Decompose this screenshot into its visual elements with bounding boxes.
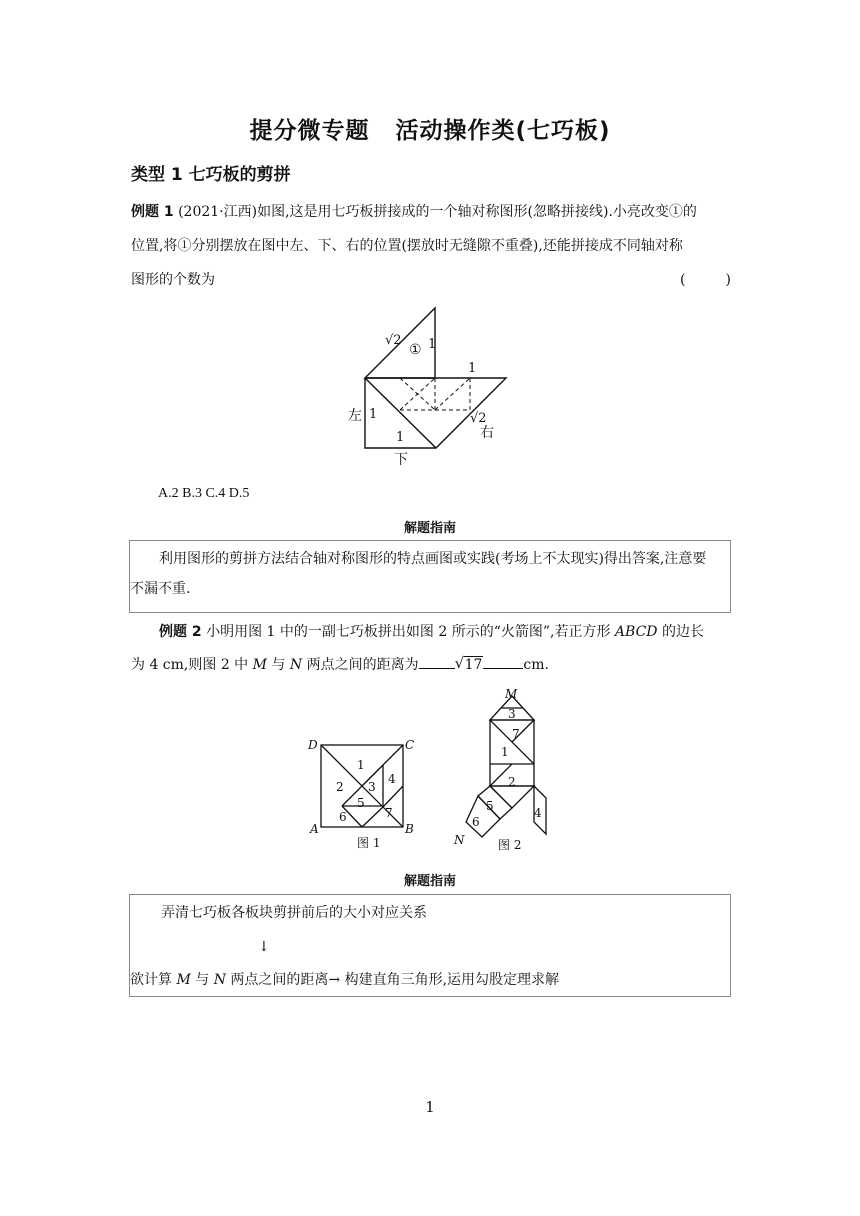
fig1-piece-1: 1	[357, 758, 365, 772]
example2-line2-b: 两点之间的距离为	[302, 657, 419, 673]
example2-line1-b: 的边长	[657, 624, 704, 640]
fig1-piece-4: 4	[388, 772, 396, 786]
example1-line2: 位置,将①分别摆放在图中左、下、右的位置(摆放时无缝隙不重叠),还能拼接成不同轴对称	[131, 238, 683, 254]
fig1-piece-6: 6	[339, 810, 347, 824]
fig2-piece-5: 5	[486, 799, 494, 813]
guide1-title: 解题指南	[403, 521, 456, 536]
fig1-piece-7: 7	[385, 806, 393, 820]
answer-unit: cm.	[523, 657, 549, 673]
answer-sqrt: √ 17	[454, 654, 483, 673]
guide2-point-m: M	[176, 972, 191, 988]
example2-line2-mid: 与	[266, 657, 290, 673]
guide1-box	[129, 540, 731, 613]
fig2-piece-4: 4	[534, 806, 542, 820]
fig2-label-n: N	[454, 833, 465, 847]
label-one-bottom: 1	[396, 430, 405, 445]
answer-blank-right	[483, 654, 523, 669]
guide2-line3-mid: 与	[190, 972, 214, 988]
page-title	[0, 112, 860, 145]
square-abcd: ABCD	[614, 624, 658, 640]
guide2-point-n: N	[213, 972, 226, 988]
answer-radicand: 17	[464, 657, 483, 673]
answer-blank-left	[419, 654, 455, 669]
guide2-arrow: ↓	[258, 939, 270, 955]
fig1-line-c	[383, 786, 403, 807]
example2-paragraph	[131, 622, 736, 675]
example1-figure	[330, 300, 530, 472]
answer-paren: ( )	[680, 272, 731, 288]
figure1-tangram	[305, 735, 430, 855]
example2-line2-a: 为 4 cm,则图 2 中	[131, 657, 253, 673]
fig1-piece-5: 5	[357, 796, 365, 810]
fig1-caption: 图 1	[357, 836, 381, 850]
guide2-title: 解题指南	[403, 874, 456, 889]
fig2-label-m: M	[505, 687, 518, 701]
fig1-line-f	[362, 807, 383, 827]
fig1-label-d: D	[308, 738, 318, 752]
guide2-box	[129, 894, 731, 997]
label-bottom-word: 下	[394, 452, 408, 468]
example2-label: 例题 2	[159, 624, 202, 640]
label-one-left: 1	[369, 407, 378, 422]
title-part2: 活动操作类(七巧板)	[395, 118, 611, 144]
guide2-line3-a: 欲计算	[130, 972, 177, 988]
example1-label: 例题 1	[131, 204, 174, 220]
example2-line1-a: 小明用图 1 中的一副七巧板拼出如图 2 所示的“火箭图”,若正方形	[201, 624, 615, 640]
title-part1: 提分微专题	[249, 118, 370, 144]
fig2-piece-3: 3	[508, 707, 516, 721]
fig1-label-c: C	[405, 738, 415, 752]
guide2-line3-b: 两点之间的距离→ 构建直角三角形,运用勾股定理求解	[225, 972, 560, 988]
fig2-piece-6: 6	[472, 815, 480, 829]
label-left-word: 左	[348, 408, 362, 424]
example1-line3: 图形的个数为	[131, 272, 215, 288]
fig2-piece-7: 7	[512, 727, 520, 741]
label-sqrt2-right: √2	[470, 411, 487, 426]
label-sqrt2-top: √2	[385, 333, 402, 348]
fig2-piece-2: 2	[508, 775, 516, 789]
fig1-piece-2: 2	[336, 780, 344, 794]
label-right-word: 右	[480, 425, 494, 441]
section-heading: 类型 1 七巧板的剪拼	[131, 165, 291, 185]
rocket-base-triangle	[490, 786, 534, 808]
example1-options: A.2 B.3 C.4 D.5	[158, 486, 250, 501]
example1-paragraph	[131, 202, 731, 290]
guide1-line1: 利用图形的剪拼方法结合轴对称图形的特点画图或实践(考场上不太现实)得出答案,注意要	[159, 551, 707, 567]
point-m: M	[252, 657, 267, 673]
example1-line1: (2021·江西)如图,这是用七巧板拼接成的一个轴对称图形(忽略拼接线).小亮改变①的	[173, 204, 697, 220]
page-number: 1	[425, 1098, 435, 1116]
guide1-line2: 不漏不重.	[130, 581, 191, 597]
guide2-line3	[130, 970, 559, 990]
label-one-right: 1	[428, 337, 437, 352]
point-n: N	[289, 657, 303, 673]
figure2-rocket	[448, 686, 558, 856]
fig1-label-b: B	[405, 822, 414, 836]
dash-diag-2	[435, 378, 470, 410]
label-circle-1: ①	[409, 342, 422, 358]
label-one-top: 1	[468, 361, 477, 376]
guide2-line1: 弄清七巧板各板块剪拼前后的大小对应关系	[161, 905, 427, 921]
fig1-label-a: A	[310, 822, 319, 836]
fig1-piece-3: 3	[368, 780, 376, 794]
fig2-caption: 图 2	[498, 838, 522, 852]
fig2-piece-1: 1	[501, 745, 509, 759]
